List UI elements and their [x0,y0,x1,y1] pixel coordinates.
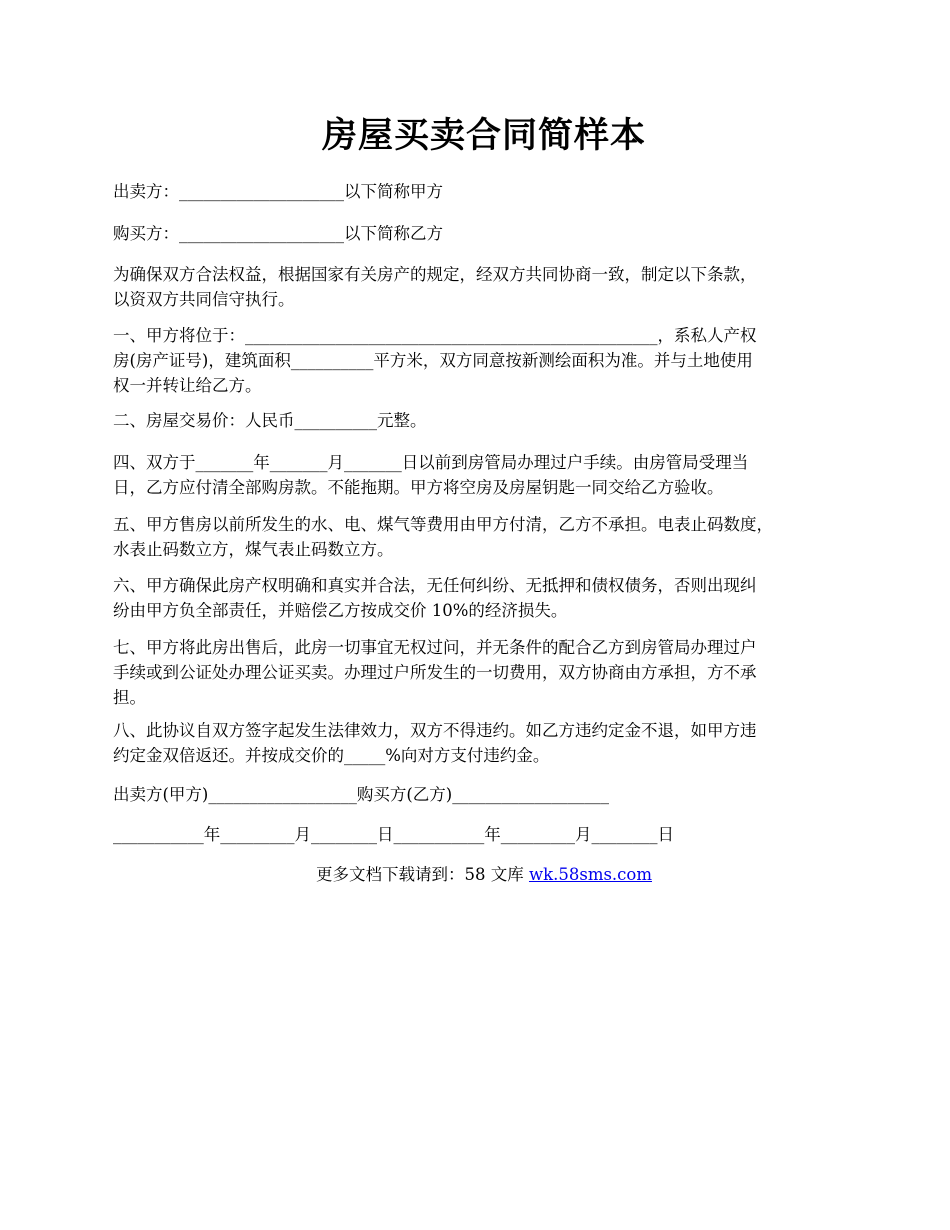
clause-6-line: 纷由甲方负全部责任，并赔偿乙方按成交价 10%的经济损失。 [113,601,568,620]
clause-6-line: 六、甲方确保此房产权明确和真实并合法，无任何纠纷、无抵押和债权债务，否则出现纠 [113,576,757,595]
clause-4-line: 日，乙方应付清全部购房款。不能拖期。甲方将空房及房屋钥匙一同交给乙方验收。 [113,478,724,497]
clause-1 [113,323,855,398]
clause-8-line: 八、此协议自双方签字起发生法律效力，双方不得违约。如乙方违约定金不退，如甲方违 [113,721,757,740]
clause-1-line: 一、甲方将位于：__________________________________________________，系私人产权 [113,326,757,345]
clause-5-line: 水表止码数立方，煤气表止码数立方。 [113,540,394,559]
footer-text: 更多文档下载请到：58 文库 [315,865,529,884]
document-title: 房屋买卖合同简样本 [321,115,646,156]
signature-line: 出卖方(甲方)__________________购买方(乙方)___________________ [113,785,609,804]
intro-line: 以资双方共同信守执行。 [113,290,295,309]
clause-4-line: 四、双方于_______年_______月_______日以前到房管局办理过户手续。由房管局受理当 [113,453,749,472]
clause-7-line: 担。 [113,688,146,707]
clause-1-line: 权一并转让给乙方。 [113,376,262,395]
clause-4 [113,450,855,500]
clause-2-line: 二、房屋交易价：人民币__________元整。 [113,411,427,430]
clause-1-line: 房(房产证号)，建筑面积__________平方米，双方同意按新测绘面积为准。并与土地使用 [113,351,753,370]
intro-line: 为确保双方合法权益，根据国家有关房产的规定，经双方共同协商一致，制定以下条款， [113,265,757,284]
clause-7-line: 七、甲方将此房出售后，此房一切事宜无权过问，并无条件的配合乙方到房管局办理过户 [113,638,757,657]
clause-2 [113,408,855,433]
seller-line-text: 出卖方：____________________以下简称甲方 [113,182,443,201]
intro-paragraph [113,262,855,312]
footer [113,862,855,887]
clause-7-line: 手续或到公证处办理公证买卖。办理过户所发生的一切费用，双方协商由方承担，方不承 [113,663,757,682]
footer-link[interactable]: wk.58sms.com [528,865,652,884]
date-line: ___________年_________月________日___________年_________月________日 [113,825,674,844]
clause-8-line: 约定金双倍返还。并按成交价的_____%向对方支付违约金。 [113,746,550,765]
clause-5-line: 五、甲方售房以前所发生的水、电、煤气等费用由甲方付清，乙方不承担。电表止码数度， [113,515,773,534]
clause-6 [113,573,855,623]
date-block [113,822,855,847]
seller-line [113,179,855,204]
clause-7 [113,635,855,710]
buyer-line [113,221,855,246]
signature-block [113,782,855,807]
clause-5 [113,512,855,562]
clause-8 [113,718,855,768]
buyer-line-text: 购买方：____________________以下简称乙方 [113,224,443,243]
